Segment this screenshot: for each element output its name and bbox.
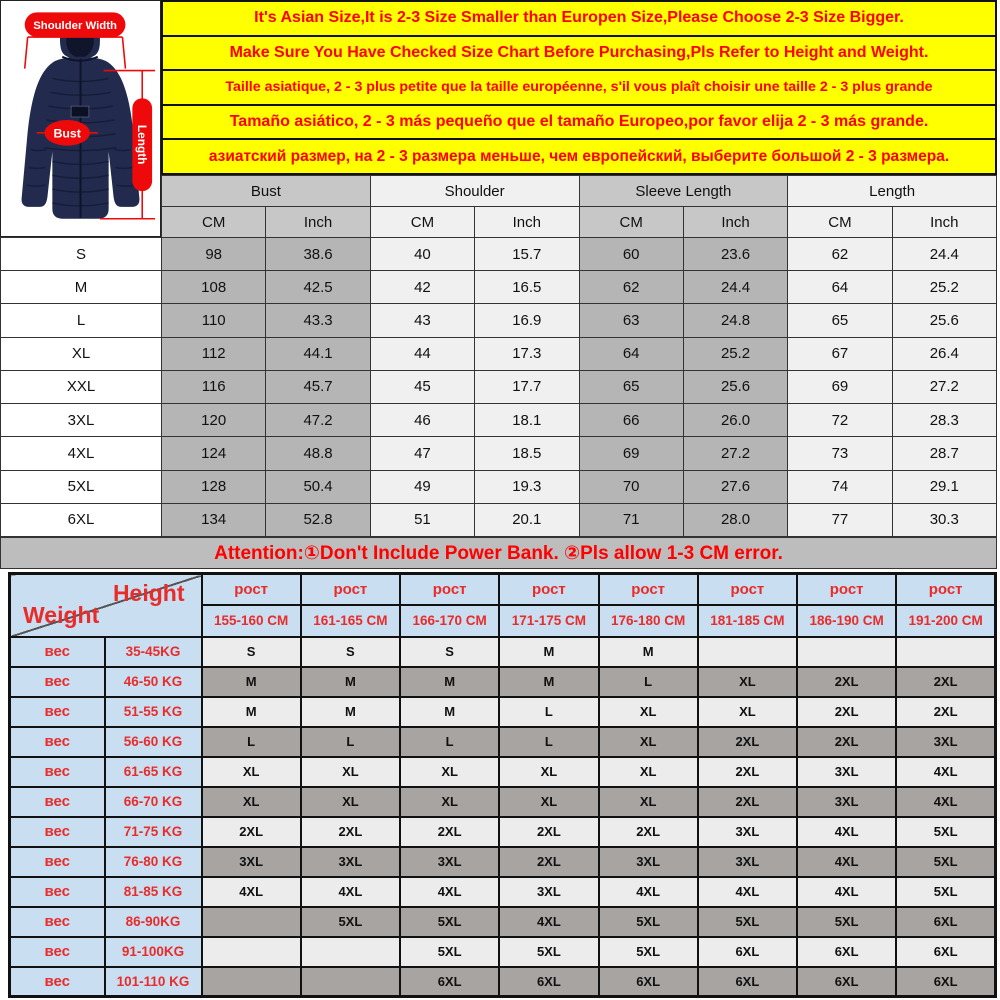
fit-size-cell: 6XL [896, 907, 995, 937]
measurement-cell: 23.6 [683, 238, 787, 271]
measurement-cell: 66 [579, 404, 683, 437]
size-label: L [1, 304, 162, 337]
fit-size-cell: 5XL [896, 847, 995, 877]
jacket-illustration [22, 13, 140, 218]
fit-size-cell: 4XL [896, 787, 995, 817]
height-unit-cell: рост [797, 574, 896, 605]
measurement-cell: 65 [788, 304, 892, 337]
height-range-cell: 191-200 CM [896, 605, 995, 637]
fit-size-cell: XL [202, 757, 301, 787]
fit-size-cell: 4XL [202, 877, 301, 907]
weight-range-cell: 71-75 KG [105, 817, 202, 847]
fit-size-cell [202, 967, 301, 997]
fit-size-cell: 4XL [896, 757, 995, 787]
measurement-cell: 62 [788, 238, 892, 271]
measurement-cell: 51 [370, 503, 474, 536]
weight-unit-cell: вес [10, 697, 105, 727]
unit-header: Inch [683, 207, 787, 238]
height-range-cell: 176-180 CM [599, 605, 698, 637]
weight-unit-cell: вес [10, 667, 105, 697]
fit-size-cell: 6XL [698, 937, 797, 967]
measurement-cell: 20.1 [475, 503, 579, 536]
fit-row-35-45kg [10, 637, 996, 667]
unit-header: CM [370, 207, 474, 238]
jacket-panel [0, 0, 161, 237]
fit-size-cell [797, 637, 896, 667]
measurement-cell: 65 [579, 370, 683, 403]
fit-size-cell: 6XL [896, 937, 995, 967]
measurement-cell: 116 [162, 370, 266, 403]
size-label: S [1, 238, 162, 271]
fit-size-cell: 2XL [797, 697, 896, 727]
measurement-cell: 108 [162, 271, 266, 304]
group-header-shoulder: Shoulder [370, 176, 579, 207]
fit-size-cell: XL [499, 787, 598, 817]
measurement-cell: 44.1 [266, 337, 370, 370]
measurement-cell: 45.7 [266, 370, 370, 403]
fit-size-cell: 2XL [499, 817, 598, 847]
fit-size-cell: S [301, 637, 400, 667]
height-unit-cell: рост [499, 574, 598, 605]
measurement-cell: 26.0 [683, 404, 787, 437]
size-row-l [1, 304, 997, 337]
size-row-3xl [1, 404, 997, 437]
weight-unit-cell: вес [10, 847, 105, 877]
fit-size-cell: XL [599, 697, 698, 727]
fit-size-cell: 2XL [797, 727, 896, 757]
attention-banner [0, 537, 997, 569]
fit-size-cell: L [499, 727, 598, 757]
measurement-group-row [162, 176, 997, 207]
weight-range-cell: 51-55 KG [105, 697, 202, 727]
measurement-cell: 49 [370, 470, 474, 503]
measurement-cell: 48.8 [266, 437, 370, 470]
measurement-cell: 24.8 [683, 304, 787, 337]
measurement-cell: 73 [788, 437, 892, 470]
group-header-sleeve-length: Sleeve Length [579, 176, 788, 207]
fit-size-cell: XL [698, 697, 797, 727]
fit-size-cell: 3XL [400, 847, 499, 877]
fit-size-cell: 5XL [896, 877, 995, 907]
fit-row-76-80kg [10, 847, 996, 877]
fit-size-cell: 2XL [698, 727, 797, 757]
size-table-header [161, 175, 997, 238]
fit-row-86-90kg [10, 907, 996, 937]
banner-french: Taille asiatique, 2 - 3 plus petite que la taille européenne, s'il vous plaît choisir une taille 2 - 3 plus grande [161, 71, 997, 106]
height-unit-row [10, 574, 996, 605]
fit-size-cell: 2XL [896, 667, 995, 697]
measurement-cell: 63 [579, 304, 683, 337]
fit-size-cell: L [202, 727, 301, 757]
chest-patch [71, 106, 89, 117]
unit-header: Inch [266, 207, 370, 238]
measurement-cell: 98 [162, 238, 266, 271]
fit-row-51-55kg [10, 697, 996, 727]
weight-range-cell: 91-100KG [105, 937, 202, 967]
unit-header: Inch [892, 207, 996, 238]
fit-size-cell: 6XL [599, 967, 698, 997]
fit-size-cell [698, 637, 797, 667]
jacket-graphic [1, 1, 160, 236]
measurement-cell: 17.7 [475, 370, 579, 403]
measurement-cell: 128 [162, 470, 266, 503]
weight-unit-cell: вес [10, 637, 105, 667]
fit-size-cell: 4XL [499, 907, 598, 937]
fit-size-cell: 4XL [797, 847, 896, 877]
fit-size-cell: 4XL [301, 877, 400, 907]
measurement-cell: 72 [788, 404, 892, 437]
weight-range-cell: 35-45KG [105, 637, 202, 667]
fit-size-cell: 5XL [599, 937, 698, 967]
size-row-4xl [1, 437, 997, 470]
fit-size-cell: 4XL [400, 877, 499, 907]
height-unit-cell: рост [301, 574, 400, 605]
size-row-xxl [1, 370, 997, 403]
size-label: 4XL [1, 437, 162, 470]
measurement-cell: 52.8 [266, 503, 370, 536]
weight-range-cell: 81-85 KG [105, 877, 202, 907]
measurement-cell: 17.3 [475, 337, 579, 370]
fit-size-cell: XL [499, 757, 598, 787]
fit-size-cell: XL [301, 787, 400, 817]
fit-size-cell: M [599, 637, 698, 667]
fit-row-91-100kg [10, 937, 996, 967]
fit-size-cell: 6XL [797, 967, 896, 997]
measurement-cell: 47.2 [266, 404, 370, 437]
measurement-cell: 28.7 [892, 437, 996, 470]
fit-size-cell: M [301, 697, 400, 727]
fit-size-cell: 3XL [797, 787, 896, 817]
fit-size-cell: M [400, 697, 499, 727]
fit-row-101-110kg [10, 967, 996, 997]
measurement-cell: 71 [579, 503, 683, 536]
fit-size-cell: M [202, 697, 301, 727]
group-header-length: Length [788, 176, 997, 207]
fit-size-cell: 2XL [301, 817, 400, 847]
size-label: 5XL [1, 470, 162, 503]
height-range-cell: 155-160 CM [202, 605, 301, 637]
fit-size-cell: 3XL [698, 847, 797, 877]
fit-size-cell: 6XL [698, 967, 797, 997]
measurement-cell: 74 [788, 470, 892, 503]
fit-size-cell: M [499, 637, 598, 667]
fit-row-61-65kg [10, 757, 996, 787]
measurement-cell: 24.4 [892, 238, 996, 271]
measurement-cell: 27.6 [683, 470, 787, 503]
fit-size-cell: L [301, 727, 400, 757]
fit-size-cell: 3XL [301, 847, 400, 877]
height-unit-cell: рост [698, 574, 797, 605]
fit-size-cell: 3XL [797, 757, 896, 787]
fit-size-cell [202, 937, 301, 967]
unit-header: CM [788, 207, 892, 238]
fit-size-cell: 4XL [698, 877, 797, 907]
fit-size-cell: S [400, 637, 499, 667]
attention-text: Attention:①Don't Include Power Bank. ②Pls allow 1-3 CM error. [214, 542, 783, 564]
measurement-cell: 69 [579, 437, 683, 470]
measurement-cell: 27.2 [683, 437, 787, 470]
weight-unit-cell: вес [10, 727, 105, 757]
fit-size-cell: XL [599, 787, 698, 817]
height-unit-cell: рост [896, 574, 995, 605]
fit-size-cell [202, 907, 301, 937]
weight-range-cell: 56-60 KG [105, 727, 202, 757]
fit-size-cell: 2XL [202, 817, 301, 847]
fit-size-cell: 5XL [400, 937, 499, 967]
measurement-cell: 29.1 [892, 470, 996, 503]
height-range-cell: 181-185 CM [698, 605, 797, 637]
measurement-cell: 112 [162, 337, 266, 370]
measurement-cell: 69 [788, 370, 892, 403]
size-label: XXL [1, 370, 162, 403]
banner-english-size-warning: It's Asian Size,It is 2-3 Size Smaller than Europen Size,Please Choose 2-3 Size Bigger. [161, 0, 997, 37]
unit-header: CM [579, 207, 683, 238]
fit-size-cell: S [202, 637, 301, 667]
measurement-cell: 18.5 [475, 437, 579, 470]
unit-row [162, 207, 997, 238]
measurement-cell: 28.3 [892, 404, 996, 437]
fit-size-cell: 2XL [896, 697, 995, 727]
weight-range-cell: 76-80 KG [105, 847, 202, 877]
fit-size-cell: 2XL [797, 667, 896, 697]
fit-size-cell: 5XL [499, 937, 598, 967]
size-label: XL [1, 337, 162, 370]
fit-row-81-85kg [10, 877, 996, 907]
measurement-cell: 134 [162, 503, 266, 536]
fit-size-cell: 6XL [400, 967, 499, 997]
measurement-cell: 70 [579, 470, 683, 503]
fit-size-cell: L [599, 667, 698, 697]
unit-header: CM [162, 207, 266, 238]
measurement-cell: 43.3 [266, 304, 370, 337]
weight-unit-cell: вес [10, 967, 105, 997]
measurement-cell: 38.6 [266, 238, 370, 271]
fit-row-71-75kg [10, 817, 996, 847]
fit-size-cell: 2XL [499, 847, 598, 877]
fit-size-cell: L [400, 727, 499, 757]
weight-range-cell: 61-65 KG [105, 757, 202, 787]
shoulder-width-label: Shoulder Width [33, 20, 117, 33]
measurement-cell: 27.2 [892, 370, 996, 403]
fit-size-cell: XL [400, 787, 499, 817]
fit-size-cell: 2XL [400, 817, 499, 847]
measurement-cell: 47 [370, 437, 474, 470]
size-label: 3XL [1, 404, 162, 437]
size-row-s [1, 238, 997, 271]
fit-size-cell: 6XL [896, 967, 995, 997]
height-range-cell: 161-165 CM [301, 605, 400, 637]
fit-size-cell: 5XL [599, 907, 698, 937]
fit-size-cell: M [499, 667, 598, 697]
measurement-cell: 42.5 [266, 271, 370, 304]
fit-size-cell: XL [698, 667, 797, 697]
group-header-bust: Bust [162, 176, 371, 207]
banner-spanish: Tamaño asiático, 2 - 3 más pequeño que el tamaño Europeo,por favor elija 2 - 3 más grande. [161, 106, 997, 141]
banner-group [161, 0, 997, 175]
bust-label: Bust [53, 126, 81, 141]
measurement-cell: 24.4 [683, 271, 787, 304]
fit-size-cell: XL [202, 787, 301, 817]
height-label: Height [112, 580, 185, 606]
fit-size-cell: 2XL [599, 817, 698, 847]
measurement-cell: 43 [370, 304, 474, 337]
measurement-cell: 124 [162, 437, 266, 470]
fit-size-cell: 3XL [896, 727, 995, 757]
height-range-cell: 171-175 CM [499, 605, 598, 637]
height-unit-cell: рост [202, 574, 301, 605]
measurement-cell: 120 [162, 404, 266, 437]
diagonal-header-cell [10, 574, 202, 637]
weight-label: Weight [23, 601, 100, 628]
fit-size-cell [301, 967, 400, 997]
fit-size-cell: XL [400, 757, 499, 787]
height-range-cell: 186-190 CM [797, 605, 896, 637]
banner-english-check-chart: Make Sure You Have Checked Size Chart Before Purchasing,Pls Refer to Height and Weight. [161, 37, 997, 72]
fit-size-cell [301, 937, 400, 967]
fit-size-cell: 5XL [797, 907, 896, 937]
measurement-cell: 60 [579, 238, 683, 271]
weight-range-cell: 46-50 KG [105, 667, 202, 697]
fit-size-cell: 2XL [698, 757, 797, 787]
measurement-cell: 77 [788, 503, 892, 536]
fit-size-cell: 5XL [400, 907, 499, 937]
measurement-cell: 25.2 [892, 271, 996, 304]
measurement-cell: 50.4 [266, 470, 370, 503]
fit-size-cell: 4XL [797, 877, 896, 907]
fit-size-cell: M [301, 667, 400, 697]
fit-size-cell: L [499, 697, 598, 727]
fit-size-cell: M [202, 667, 301, 697]
fit-row-66-70kg [10, 787, 996, 817]
measurement-cell: 62 [579, 271, 683, 304]
fit-size-cell: 4XL [797, 817, 896, 847]
fit-row-56-60kg [10, 727, 996, 757]
height-unit-cell: рост [599, 574, 698, 605]
fit-size-cell: M [400, 667, 499, 697]
fit-size-cell: 3XL [698, 817, 797, 847]
fit-size-cell: 6XL [499, 967, 598, 997]
measurement-cell: 25.2 [683, 337, 787, 370]
banner-russian: азиатский размер, на 2 - 3 размера меньше, чем европейский, выберите большой 2 - 3 размера. [161, 140, 997, 175]
fit-size-cell [896, 637, 995, 667]
fit-size-cell: 3XL [499, 877, 598, 907]
measurement-cell: 25.6 [892, 304, 996, 337]
weight-range-cell: 66-70 KG [105, 787, 202, 817]
size-row-xl [1, 337, 997, 370]
fit-size-cell: 5XL [301, 907, 400, 937]
weight-unit-cell: вес [10, 877, 105, 907]
measurement-cell: 18.1 [475, 404, 579, 437]
size-row-5xl [1, 470, 997, 503]
measurement-cell: 30.3 [892, 503, 996, 536]
unit-header: Inch [475, 207, 579, 238]
size-table [0, 237, 997, 537]
fit-size-cell: 3XL [599, 847, 698, 877]
fit-size-cell: 6XL [797, 937, 896, 967]
weight-unit-cell: вес [10, 817, 105, 847]
weight-unit-cell: вес [10, 937, 105, 967]
fit-size-cell: XL [599, 757, 698, 787]
weight-unit-cell: вес [10, 907, 105, 937]
height-unit-cell: рост [400, 574, 499, 605]
length-label: Length [134, 124, 149, 165]
measurement-cell: 67 [788, 337, 892, 370]
measurement-cell: 16.5 [475, 271, 579, 304]
measurement-cell: 26.4 [892, 337, 996, 370]
measurement-cell: 64 [579, 337, 683, 370]
fit-size-cell: 4XL [599, 877, 698, 907]
fit-size-cell: 2XL [698, 787, 797, 817]
size-label: M [1, 271, 162, 304]
measurement-cell: 25.6 [683, 370, 787, 403]
measurement-cell: 42 [370, 271, 474, 304]
weight-unit-cell: вес [10, 757, 105, 787]
fit-size-cell: XL [599, 727, 698, 757]
fit-row-46-50kg [10, 667, 996, 697]
measurement-cell: 19.3 [475, 470, 579, 503]
weight-unit-cell: вес [10, 787, 105, 817]
shoulder-width-left-line [25, 37, 28, 69]
fit-size-cell: 3XL [202, 847, 301, 877]
measurement-cell: 44 [370, 337, 474, 370]
measurement-cell: 15.7 [475, 238, 579, 271]
measurement-cell: 64 [788, 271, 892, 304]
measurement-cell: 28.0 [683, 503, 787, 536]
weight-range-cell: 101-110 KG [105, 967, 202, 997]
fit-size-cell: 5XL [896, 817, 995, 847]
measurement-cell: 110 [162, 304, 266, 337]
size-row-6xl [1, 503, 997, 536]
size-label: 6XL [1, 503, 162, 536]
size-row-m [1, 271, 997, 304]
height-range-cell: 166-170 CM [400, 605, 499, 637]
measurement-cell: 45 [370, 370, 474, 403]
fit-table [8, 572, 997, 998]
fit-size-cell: 5XL [698, 907, 797, 937]
fit-size-cell: XL [301, 757, 400, 787]
measurement-cell: 16.9 [475, 304, 579, 337]
shoulder-width-right-line [122, 37, 125, 69]
measurement-cell: 40 [370, 238, 474, 271]
weight-range-cell: 86-90KG [105, 907, 202, 937]
measurement-cell: 46 [370, 404, 474, 437]
